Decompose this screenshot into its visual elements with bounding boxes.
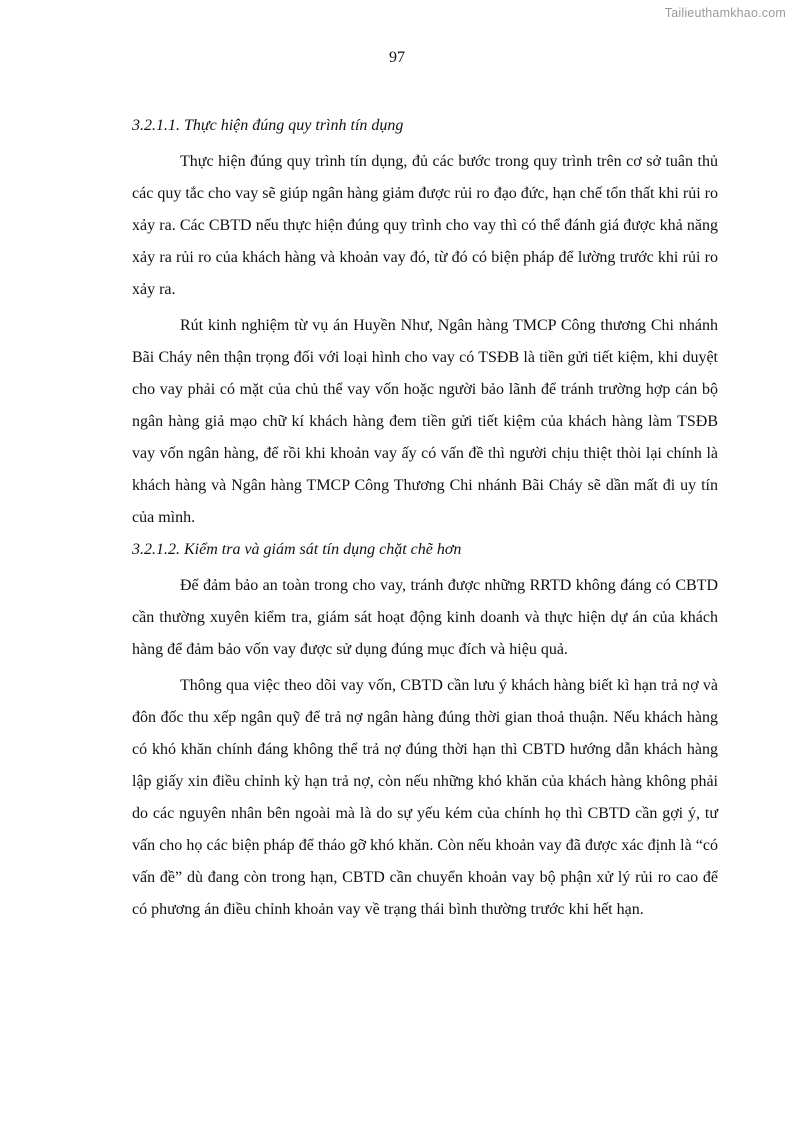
section-heading: 3.2.1.1. Thực hiện đúng quy trình tín dụng bbox=[132, 117, 404, 134]
paragraph: Để đảm bảo an toàn trong cho vay, tránh được những RRTD không đáng có CBTD cần thường xuyên kiểm tra, giám sát hoạt động kinh doanh và thực hiện dự án của khách hàng để đảm bảo vốn vay được sử dụng đúng mục đích và hiệu quả. bbox=[132, 577, 718, 658]
watermark-text: Tailieuthamkhao.com bbox=[664, 6, 786, 20]
page-number: 97 bbox=[389, 49, 405, 66]
section-heading: 3.2.1.2. Kiểm tra và giám sát tín dụng chặt chẽ hơn bbox=[132, 541, 462, 558]
paragraph: Thông qua việc theo dõi vay vốn, CBTD cần lưu ý khách hàng biết kì hạn trả nợ và đôn đốc thu xếp ngân quỹ để trả nợ ngân hàng đúng thời gian thoả thuận. Nếu khách hàng có khó khăn chính đáng không thể trả nợ đúng thời hạn thì CBTD hướng dẫn khách hàng lập giấy xin điều chỉnh kỳ hạn trả nợ, còn nếu những khó khăn của khách hàng không phải do các nguyên nhân bên ngoài mà là do sự yếu kém của chính họ thì CBTD cần gợi ý, tư vấn cho họ các biện pháp để tháo gỡ khó khăn. Còn nếu khoản vay đã được xác định là “có vấn đề” dù đang còn trong hạn, CBTD cần chuyển khoản vay bộ phận xử lý rủi ro cao để có phương án điều chỉnh khoản vay về trạng thái bình thường trước khi hết hạn. bbox=[132, 677, 718, 918]
paragraph: Rút kinh nghiệm từ vụ án Huyền Như, Ngân hàng TMCP Công thương Chi nhánh Bãi Cháy nên thận trọng đối với loại hình cho vay có TSĐB là tiền gửi tiết kiệm, khi duyệt cho vay phải có mặt của chủ thể vay vốn hoặc người bảo lãnh để tránh trường hợp cán bộ ngân hàng giả mạo chữ kí khách hàng đem tiền gửi tiết kiệm của khách hàng làm TSĐB vay vốn ngân hàng, để rồi khi khoản vay ấy có vấn đề thì người chịu thiệt thòi lại chính là khách hàng và Ngân hàng TMCP Công Thương Chi nhánh Bãi Cháy sẽ dần mất đi uy tín của mình. bbox=[132, 317, 718, 526]
paragraph: Thực hiện đúng quy trình tín dụng, đủ các bước trong quy trình trên cơ sở tuân thủ các quy tắc cho vay sẽ giúp ngân hàng giảm được rủi ro đạo đức, hạn chế tổn thất khi rủi ro xảy ra. Các CBTD nếu thực hiện đúng quy trình cho vay thì có thể đánh giá được khả năng xảy ra rủi ro của khách hàng và khoản vay đó, từ đó có biện pháp để lường trước khi rủi ro xảy ra. bbox=[132, 153, 718, 298]
document-body bbox=[132, 110, 718, 926]
